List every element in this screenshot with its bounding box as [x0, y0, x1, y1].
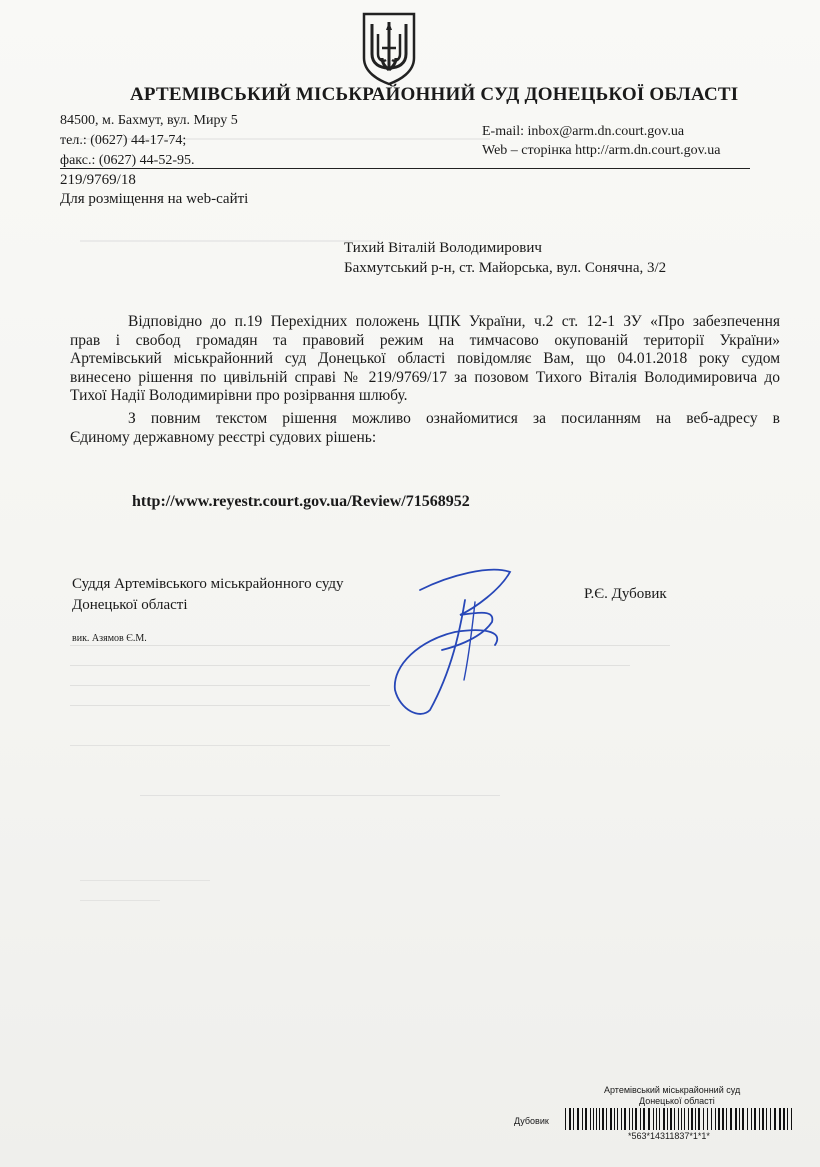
registry-link[interactable]: http://www.reyestr.court.gov.ua/Review/71568952 — [132, 493, 470, 510]
barcode-bar — [774, 1108, 776, 1130]
barcode-bar — [730, 1108, 732, 1130]
executor: вик. Азямов Є.М. — [72, 633, 147, 644]
barcode-bar — [674, 1108, 675, 1130]
barcode-bar — [791, 1108, 792, 1130]
barcode-bar — [718, 1108, 720, 1130]
barcode-bar — [632, 1108, 633, 1130]
recipient-address: Бахмутський р-н, ст. Майорська, вул. Сонячна, 3/2 — [344, 260, 667, 276]
notice-paragraph — [70, 313, 780, 406]
barcode-bar — [707, 1108, 708, 1130]
reference-line: З повним текстом рішення можливо ознайомитися за посиланням на веб-адресу в — [128, 410, 780, 427]
barcode-bar — [585, 1108, 587, 1130]
barcode-bar — [681, 1108, 682, 1130]
barcode-bar — [739, 1108, 740, 1130]
barcode-bar — [691, 1108, 693, 1130]
court-email: E-mail: inbox@arm.dn.court.gov.ua — [482, 124, 685, 139]
barcode-bar — [779, 1108, 781, 1130]
judge-court-region: Донецької області — [72, 597, 188, 613]
barcode-bar — [695, 1108, 696, 1130]
barcode-bar — [703, 1108, 704, 1130]
judge-position: Суддя Артемівського міськрайонного суду — [72, 576, 344, 592]
barcode-label: Дубовик — [514, 1116, 549, 1126]
notice-line: винесено рішення по цивільній справі № 219/9769/17 за позовом Тихого Віталія Володимировича до — [70, 368, 780, 386]
barcode-bar — [653, 1108, 654, 1130]
notice-line: прав і свобод громадян та правовий режим на тимчасово окупованій території України» — [70, 331, 780, 349]
barcode-bar — [787, 1108, 788, 1130]
barcode-bar — [602, 1108, 604, 1130]
barcode-bar — [722, 1108, 724, 1130]
barcode-bar — [688, 1108, 689, 1130]
barcode-bar — [565, 1108, 566, 1130]
court-website: Web – сторінка http://arm.dn.court.gov.ua — [482, 143, 721, 158]
barcode-bar — [573, 1108, 574, 1130]
barcode-bar — [759, 1108, 760, 1130]
notice-line: Тихої Надії Володимирівни про розірвання шлюбу. — [70, 387, 408, 404]
barcode-bar — [754, 1108, 756, 1130]
barcode-bar — [751, 1108, 752, 1130]
barcode-bar — [596, 1108, 597, 1130]
barcode-bar — [711, 1108, 712, 1130]
barcode-bar — [783, 1108, 785, 1130]
notice-line: Відповідно до п.19 Перехідних положень ЦПК України, ч.2 ст. 12-1 ЗУ «Про забезпечення — [128, 313, 780, 330]
reference-paragraph — [70, 410, 780, 447]
barcode-bar — [663, 1108, 665, 1130]
barcode-bar — [770, 1108, 771, 1130]
barcode-bar — [742, 1108, 744, 1130]
barcode-bar — [735, 1108, 737, 1130]
barcode-bar — [590, 1108, 591, 1130]
barcode-number: *563*14311837*1*1* — [628, 1131, 710, 1141]
reference-line: Єдиному державному реєстрі судових рішень: — [70, 428, 377, 446]
barcode-bar — [698, 1108, 700, 1130]
barcode-bar — [747, 1108, 748, 1130]
court-fax: факс.: (0627) 44-52-95. — [60, 153, 195, 168]
barcode-bar — [656, 1108, 657, 1130]
barcode-bar — [614, 1108, 615, 1130]
barcode-bar — [640, 1108, 641, 1130]
barcode-bar — [762, 1108, 764, 1130]
barcode-bar — [629, 1108, 630, 1130]
handwritten-signature-icon — [380, 560, 530, 720]
barcode-bar — [621, 1108, 622, 1130]
barcode-bar — [684, 1108, 685, 1130]
court-title: АРТЕМІВСЬКИЙ МІСЬКРАЙОННИЙ СУД ДОНЕЦЬКОЇ ОБЛАСТІ — [130, 84, 739, 105]
stamp-court: Артемівський міськрайонний суд — [604, 1085, 741, 1095]
notice-line: Артемівський міськрайонний суд Донецької області повідомляє Вам, що 04.01.2018 року судом — [70, 350, 780, 367]
barcode-bar — [726, 1108, 727, 1130]
barcode-bar — [678, 1108, 679, 1130]
barcode-bar — [766, 1108, 767, 1130]
judge-name: Р.Є. Дубовик — [584, 586, 667, 602]
barcode-bar — [599, 1108, 600, 1130]
barcode-bar — [593, 1108, 594, 1130]
barcode-bar — [582, 1108, 583, 1130]
barcode-bar — [606, 1108, 607, 1130]
barcode-bar — [577, 1108, 579, 1130]
court-address: 84500, м. Бахмут, вул. Миру 5 — [60, 113, 238, 128]
barcode-bar — [617, 1108, 618, 1130]
barcode-bar — [610, 1108, 612, 1130]
barcode-bar — [667, 1108, 668, 1130]
barcode-bar — [643, 1108, 645, 1130]
recipient-name: Тихий Віталій Володимирович — [344, 240, 542, 256]
stamp-region: Донецької області — [639, 1096, 715, 1106]
barcode-icon — [565, 1108, 795, 1130]
barcode-bar — [715, 1108, 716, 1130]
trident-coat-of-arms-icon — [360, 10, 418, 86]
barcode-bar — [635, 1108, 637, 1130]
barcode-bar — [569, 1108, 571, 1130]
barcode-bar — [624, 1108, 626, 1130]
case-number: 219/9769/18 — [60, 172, 136, 188]
document-purpose: Для розміщення на web-сайті — [60, 191, 249, 207]
barcode-bar — [659, 1108, 660, 1130]
court-phone: тел.: (0627) 44-17-74; — [60, 133, 187, 148]
barcode-bar — [648, 1108, 650, 1130]
header-divider — [60, 168, 750, 169]
barcode-bar — [670, 1108, 672, 1130]
